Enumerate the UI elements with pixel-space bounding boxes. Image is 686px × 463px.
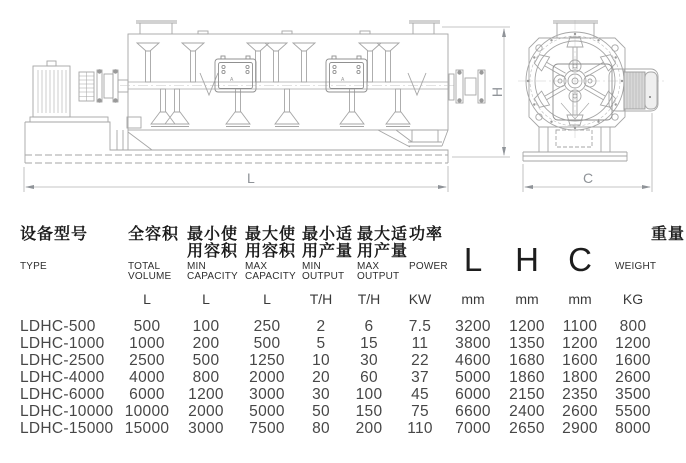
model-cell: LDHC-4000 bbox=[20, 369, 105, 386]
value-cell: 30 bbox=[312, 386, 330, 403]
value-cell: 500 bbox=[192, 352, 220, 369]
unit-cell: T/H bbox=[357, 291, 381, 307]
value-cell: 1250 bbox=[249, 352, 285, 369]
main-motor bbox=[30, 61, 108, 122]
side-view-drawing bbox=[24, 21, 510, 192]
value-cell: 75 bbox=[411, 403, 429, 420]
value-cell: 200 bbox=[192, 335, 220, 352]
model-cell: LDHC-1000 bbox=[20, 335, 105, 352]
col-header-type: 设备型号 TYPE bbox=[20, 226, 89, 272]
chain-coupling bbox=[79, 72, 94, 101]
machine-base bbox=[25, 122, 448, 163]
value-cell: 5000 bbox=[455, 369, 491, 386]
unit-cell: L bbox=[263, 291, 271, 307]
value-cell: 10000 bbox=[124, 403, 170, 420]
value-cell: 80 bbox=[312, 420, 330, 437]
value-cell: 1200 bbox=[509, 318, 545, 335]
value-cell: 100 bbox=[192, 318, 220, 335]
value-cell: 1350 bbox=[509, 335, 545, 352]
value-cell: 1860 bbox=[509, 369, 545, 386]
model-cell: LDHC-15000 bbox=[20, 420, 114, 437]
value-cell: 8000 bbox=[615, 420, 651, 437]
value-cell: 6600 bbox=[455, 403, 491, 420]
value-cell: 20 bbox=[312, 369, 330, 386]
value-cell: 6000 bbox=[129, 386, 165, 403]
value-cell: 5000 bbox=[249, 403, 285, 420]
value-cell: 15 bbox=[360, 335, 378, 352]
table-row bbox=[0, 420, 686, 437]
value-cell: 500 bbox=[133, 318, 161, 335]
door-mark-label-1: A bbox=[230, 77, 234, 83]
value-cell: 37 bbox=[411, 369, 429, 386]
table-row bbox=[0, 335, 686, 352]
value-cell: 7000 bbox=[455, 420, 491, 437]
value-cell: 2500 bbox=[129, 352, 165, 369]
unit-cell: L bbox=[143, 291, 151, 307]
door-mark-label-2: A bbox=[341, 77, 345, 83]
value-cell: 5 bbox=[316, 335, 326, 352]
inspection-doors bbox=[215, 56, 367, 92]
col-header-L: L bbox=[463, 241, 483, 278]
value-cell: 6000 bbox=[455, 386, 491, 403]
value-cell: 1600 bbox=[615, 352, 651, 369]
discharge-outlet bbox=[378, 130, 448, 147]
table-body bbox=[0, 318, 686, 437]
value-cell: 7500 bbox=[249, 420, 285, 437]
value-cell: 110 bbox=[407, 420, 433, 437]
table-row bbox=[0, 352, 686, 369]
value-cell: 2000 bbox=[188, 403, 224, 420]
value-cell: 2 bbox=[316, 318, 326, 335]
value-cell: 2350 bbox=[562, 386, 598, 403]
value-cell: 2900 bbox=[562, 420, 598, 437]
value-cell: 50 bbox=[312, 403, 330, 420]
value-cell: 2600 bbox=[562, 403, 598, 420]
value-cell: 4600 bbox=[455, 352, 491, 369]
model-cell: LDHC-6000 bbox=[20, 386, 105, 403]
technical-drawing bbox=[0, 0, 686, 212]
drum-body bbox=[120, 31, 456, 130]
value-cell: 2150 bbox=[509, 386, 545, 403]
units-row bbox=[0, 292, 686, 307]
col-header-min-output: 最小适 用产量 MIN OUTPUT bbox=[302, 226, 354, 282]
model-cell: LDHC-10000 bbox=[20, 403, 114, 420]
table-row bbox=[0, 386, 686, 403]
value-cell: 150 bbox=[355, 403, 383, 420]
value-cell: 7.5 bbox=[408, 318, 432, 335]
value-cell: 1800 bbox=[562, 369, 598, 386]
value-cell: 200 bbox=[355, 420, 383, 437]
value-cell: 1000 bbox=[129, 335, 165, 352]
left-stand bbox=[117, 117, 152, 150]
value-cell: 30 bbox=[360, 352, 378, 369]
col-header-C: C bbox=[568, 241, 592, 278]
table-header-row bbox=[0, 226, 686, 282]
table-row bbox=[0, 318, 686, 335]
value-cell: 800 bbox=[192, 369, 220, 386]
model-cell: LDHC-500 bbox=[20, 318, 96, 335]
value-cell: 500 bbox=[253, 335, 281, 352]
plough-tools bbox=[137, 43, 426, 127]
value-cell: 2000 bbox=[249, 369, 285, 386]
unit-cell bbox=[0, 292, 118, 307]
value-cell: 22 bbox=[411, 352, 429, 369]
dim-label-H: H bbox=[489, 86, 505, 98]
value-cell: 1100 bbox=[562, 318, 598, 335]
tail-bearing bbox=[449, 70, 485, 103]
col-header-power: 功率 POWER bbox=[409, 226, 448, 272]
table-row bbox=[0, 403, 686, 420]
value-cell: 2400 bbox=[509, 403, 545, 420]
feed-inlet-left bbox=[136, 21, 177, 34]
value-cell: 10 bbox=[312, 352, 330, 369]
dimension-length bbox=[24, 166, 448, 192]
col-header-H: H bbox=[515, 241, 539, 278]
unit-cell: T/H bbox=[309, 291, 333, 307]
value-cell: 3500 bbox=[615, 386, 651, 403]
value-cell: 2600 bbox=[615, 369, 651, 386]
unit-cell: mm bbox=[515, 291, 539, 307]
col-header-max-output: 最大适 用产量 MAX OUTPUT bbox=[357, 226, 409, 282]
value-cell: 5500 bbox=[615, 403, 651, 420]
value-cell: 1600 bbox=[562, 352, 598, 369]
value-cell: 250 bbox=[253, 318, 281, 335]
value-cell: 1200 bbox=[188, 386, 224, 403]
col-header-max-capacity: 最大使 用容积 MAX CAPACITY bbox=[245, 226, 297, 282]
col-header-min-capacity: 最小使 用容积 MIN CAPACITY bbox=[187, 226, 239, 282]
value-cell: 100 bbox=[355, 386, 383, 403]
col-header-total-volume: 全容积 TOTAL VOLUME bbox=[128, 226, 180, 282]
dim-label-L: L bbox=[247, 170, 255, 186]
value-cell: 45 bbox=[411, 386, 429, 403]
value-cell: 1200 bbox=[562, 335, 598, 352]
end-view-inlet bbox=[553, 21, 598, 38]
value-cell: 60 bbox=[360, 369, 378, 386]
unit-cell: L bbox=[202, 291, 210, 307]
drive-bearing bbox=[97, 69, 128, 102]
feed-inlet-right bbox=[409, 21, 440, 34]
value-cell: 3000 bbox=[249, 386, 285, 403]
dim-label-C: C bbox=[583, 170, 594, 186]
value-cell: 11 bbox=[411, 335, 429, 352]
value-cell: 1680 bbox=[509, 352, 545, 369]
col-header-weight: 重量 WEIGHT bbox=[615, 226, 686, 272]
value-cell: 800 bbox=[619, 318, 647, 335]
value-cell: 1200 bbox=[615, 335, 651, 352]
model-cell: LDHC-2500 bbox=[20, 352, 105, 369]
value-cell: 4000 bbox=[129, 369, 165, 386]
value-cell: 15000 bbox=[124, 420, 170, 437]
value-cell: 3200 bbox=[455, 318, 491, 335]
table-row bbox=[0, 369, 686, 386]
value-cell: 6 bbox=[364, 318, 374, 335]
value-cell: 2650 bbox=[509, 420, 545, 437]
value-cell: 3000 bbox=[188, 420, 224, 437]
end-view-drawing bbox=[518, 20, 664, 192]
value-cell: 3800 bbox=[455, 335, 491, 352]
spec-table bbox=[0, 226, 686, 437]
unit-cell: KG bbox=[622, 291, 644, 307]
unit-cell: mm bbox=[461, 291, 485, 307]
unit-cell: KW bbox=[408, 291, 432, 307]
unit-cell: mm bbox=[568, 291, 592, 307]
